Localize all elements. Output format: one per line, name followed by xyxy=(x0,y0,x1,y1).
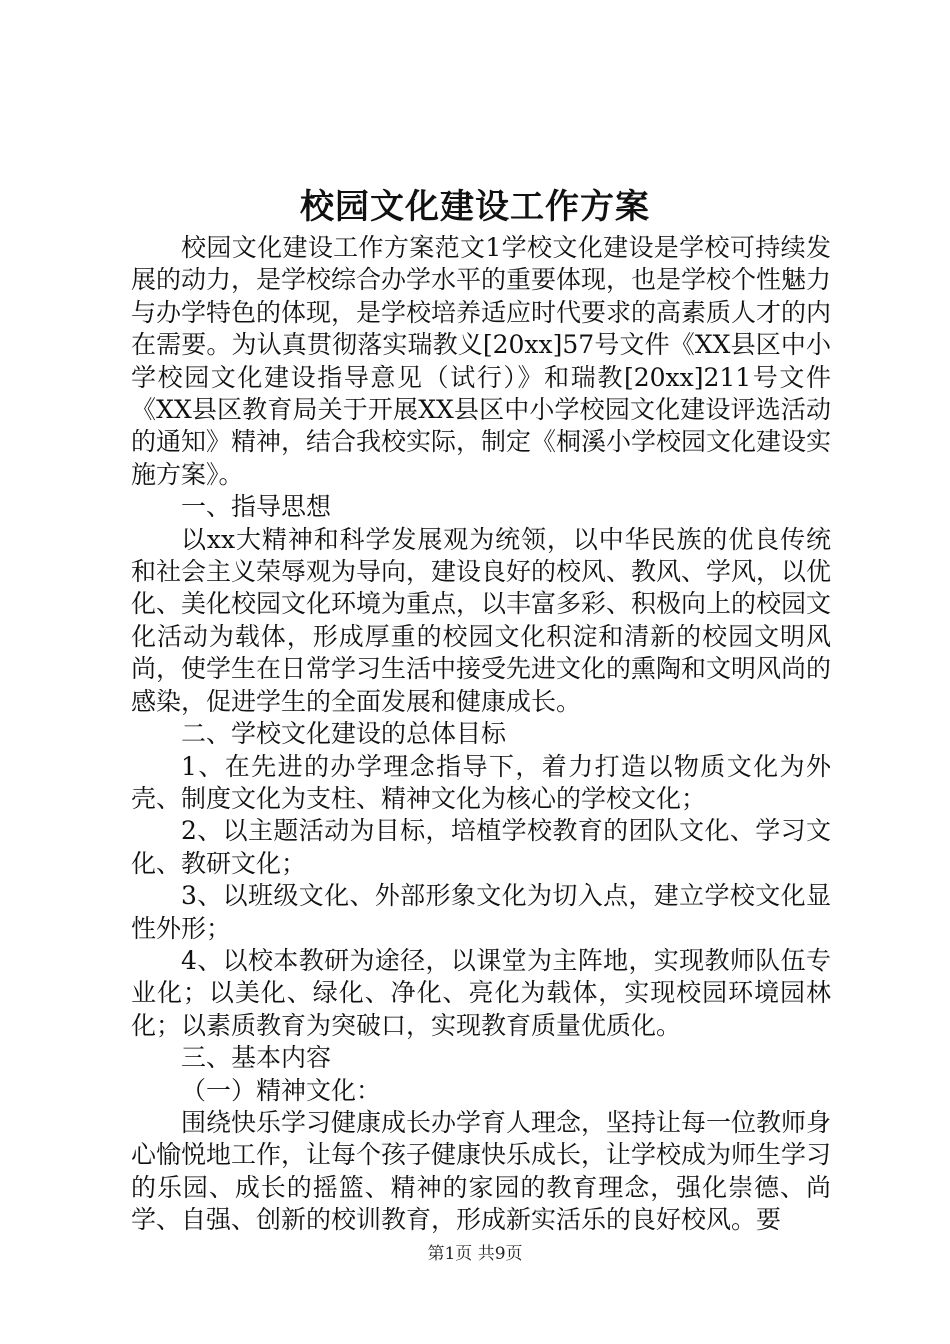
page-footer: 第1页 共9页 xyxy=(427,1244,523,1264)
document-body xyxy=(131,232,831,1237)
spiritual-culture-paragraph: 围绕快乐学习健康成长办学育人理念，坚持让每一位教师身心愉悦地工作，让每个孩子健康快乐成长，让学校成为师生学习的乐园、成长的摇篮、精神的家园的教育理念，强化崇德、尚学、自强、创新的校训教育，形成新实活乐的良好校风。要 xyxy=(131,1107,832,1235)
intro-paragraph: 校园文化建设工作方案范文1学校文化建设是学校可持续发展的动力，是学校综合办学水平的重要体现，也是学校个性魅力与办学特色的体现，是学校培养适应时代要求的高素质人才的内在需要。为认真贯彻落实瑞教义[20xx]57号文件《XX县区中小学校园文化建设指导意见（试行）》和瑞教[20xx]211号文件《XX县区教育局关于开展XX县区中小学校园文化建设评选活动的通知》精神，结合我校实际，制定《桐溪小学校园文化建设实施方案》。 xyxy=(131,233,832,489)
section-heading-basic-content: 三、基本内容 xyxy=(181,1043,332,1073)
section-heading-guiding-thought: 一、指导思想 xyxy=(181,492,332,522)
section-heading-overall-goals: 二、学校文化建设的总体目标 xyxy=(181,719,507,749)
goal-item-2: 2、以主题活动为目标，培植学校教育的团队文化、学习文化、教研文化； xyxy=(131,816,831,878)
goal-item-1: 1、在先进的办学理念指导下，着力打造以物质文化为外壳、制度文化为支柱、精神文化为核心的学校文化； xyxy=(131,751,831,813)
document-title: 校园文化建设工作方案 xyxy=(300,187,650,227)
guiding-thought-paragraph: 以xx大精神和科学发展观为统领，以中华民族的优良传统和社会主义荣辱观为导向，建设良好的校风、教风、学风，以优化、美化校园文化环境为重点，以丰富多彩、积极向上的校园文化活动为载体，形成厚重的校园文化积淀和清新的校园文明风尚，使学生在日常学习生活中接受先进文化的熏陶和文明风尚的感染，促进学生的全面发展和健康成长。 xyxy=(131,524,832,716)
subsection-heading-spiritual-culture: （一）精神文化： xyxy=(181,1075,382,1105)
goal-item-3: 3、以班级文化、外部形象文化为切入点，建立学校文化显性外形； xyxy=(131,881,831,943)
goal-item-4: 4、以校本教研为途径，以课堂为主阵地，实现教师队伍专业化；以美化、绿化、净化、亮化为载体，实现校园环境园林化；以素质教育为突破口，实现教育质量优质化。 xyxy=(131,945,831,1040)
